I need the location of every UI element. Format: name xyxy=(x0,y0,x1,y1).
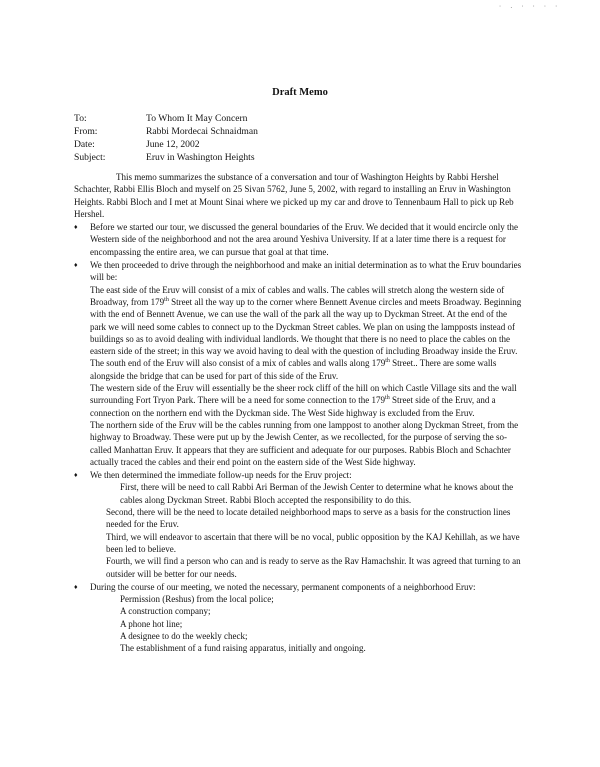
west-side-part-a: The western side of the Eruv will essentially be the sheer rock cliff of the hill on which Castle Village sits and the wall surrounding Fort Tryon Park. There will be a need for some connection to the 179 xyxy=(90,383,517,406)
bullet-tour xyxy=(74,259,524,468)
list-item: A phone hot line; xyxy=(120,618,183,629)
bullet-boundaries xyxy=(74,221,524,258)
diamond-bullet-icon: ♦ xyxy=(74,223,78,232)
ordinal-suffix: th xyxy=(164,296,169,303)
list-item: A designee to do the weekly check; xyxy=(120,630,248,641)
south-end-part-a: The south end of the Eruv will also consist of a mix of cables and walls along 179 xyxy=(90,358,386,369)
followup-first: First, there will be need to call Rabbi Ari Berman of the Jewish Center to determine what he knows about the cables along Dyckman Street. Rabbi Bloch accepted the responsibility to do this. xyxy=(120,482,514,505)
from-label: From: xyxy=(74,126,98,137)
scan-specks: · . · · · · xyxy=(498,3,560,10)
to-label: To: xyxy=(74,113,87,124)
list-item: The establishment of a fund raising apparatus, initially and ongoing. xyxy=(120,643,366,654)
header-subject xyxy=(74,151,258,164)
header-to xyxy=(74,112,258,125)
to-value: To Whom It May Concern xyxy=(146,113,248,124)
followup-second: Second, there will be the need to locate detailed neighborhood maps to serve as a basis for the construction lines needed for the Eruv. xyxy=(106,507,511,530)
header-from xyxy=(74,125,258,138)
header-date xyxy=(74,138,258,151)
east-side-part-a: The east side of the Eruv will consist of a mix of cables and walls. The cables will stretch along the western side of Broadway, from 179 xyxy=(90,284,505,307)
memo-title: Draft Memo xyxy=(272,87,328,98)
memo-body xyxy=(74,171,524,655)
bullet-components-lead: During the course of our meeting, we noted the necessary, permanent components of a neighborhood Eruv: xyxy=(90,581,476,592)
memo-header xyxy=(74,112,258,164)
south-end-part-b: Street.. There are some walls alongside the bridge that can be used for part of this side of the Eruv. xyxy=(90,358,497,381)
east-side-part-b: Street all the way up to the corner where Bennett Avenue circles and meets Broadway. Beginning with the end of Bennett Avenue, we can use the wall of the park all the way up to Dyckman Street. At the end of the park we will need some cables to connect up to the Dyckman Street cables. We plan on using the lampposts instead of buildings so as to avoid dealing with individual landlords. We thought that there is no need to place the cables on the eastern side of the street; in this way we avoid having to deal with the question of including Broadway inside the Eruv. xyxy=(90,296,522,357)
date-value: June 12, 2002 xyxy=(146,139,200,150)
south-end-text xyxy=(90,357,524,382)
bullet-boundaries-text: Before we started our tour, we discussed the general boundaries of the Eruv. We decided that it would encircle only the Western side of the neighborhood and not the area around Yeshiva University. If at a later time there is a request for encompassing the entire area, we can pursue that goal at that time. xyxy=(90,222,519,257)
subject-value: Eruv in Washington Heights xyxy=(146,152,255,163)
followup-fourth: Fourth, we will find a person who can and is ready to serve as the Rav Hamachshir. It was agreed that turning to an outsider will be better for our needs. xyxy=(106,556,521,579)
from-value: Rabbi Mordecai Schnaidman xyxy=(146,126,258,137)
diamond-bullet-icon: ♦ xyxy=(74,582,78,591)
subject-label: Subject: xyxy=(74,152,106,163)
list-item: Permission (Reshus) from the local police; xyxy=(120,594,274,605)
ordinal-suffix: th xyxy=(385,358,390,365)
components-list xyxy=(90,593,524,654)
intro-paragraph: This memo summarizes the substance of a conversation and tour of Washington Heights by Rabbi Hershel Schachter, Rabbi Ellis Bloch and myself on 25 Sivan 5762, June 5, 2002, with regard to installing an Eruv in Washington Heights. Rabbi Bloch and I met at Mount Sinai where we picked up my car and drove to Tennenbaum Hall to pick up Reb Hershel. xyxy=(74,172,514,219)
ordinal-suffix: th xyxy=(385,395,390,402)
bullet-components xyxy=(74,581,524,655)
bullet-followup-lead: We then determined the immediate follow-up needs for the Eruv project: xyxy=(90,470,352,481)
followup-third: Third, we will endeavor to ascertain that there will be no vocal, public opposition by the KAJ Kehillah, as we have been led to believe. xyxy=(106,531,520,554)
diamond-bullet-icon: ♦ xyxy=(74,471,78,480)
diamond-bullet-icon: ♦ xyxy=(74,261,78,270)
west-side-part-b: Street side of the Eruv, and a connection on the northern end with the Dyckman side. The West Side highway is excluded from the Eruv. xyxy=(90,395,496,418)
bullet-followup xyxy=(74,469,524,580)
east-side-text xyxy=(90,284,524,358)
west-side-text xyxy=(90,382,524,419)
date-label: Date: xyxy=(74,139,95,150)
bullet-tour-lead: We then proceeded to drive through the neighborhood and make an initial determination as to what the Eruv boundaries will be: xyxy=(90,260,522,283)
north-side-text: The northern side of the Eruv will be the cables running from one lamppost to another along Dyckman Street, from the highway to Broadway. These were put up by the Jewish Center, as we recollected, for the purpose of serving the so-called Manhattan Eruv. It appears that they are sufficient and adequate for our purposes. Rabbis Bloch and Schachter actually traced the cables and their end point on the eastern side of the West Side highway. xyxy=(90,419,519,467)
list-item: A construction company; xyxy=(120,606,211,617)
